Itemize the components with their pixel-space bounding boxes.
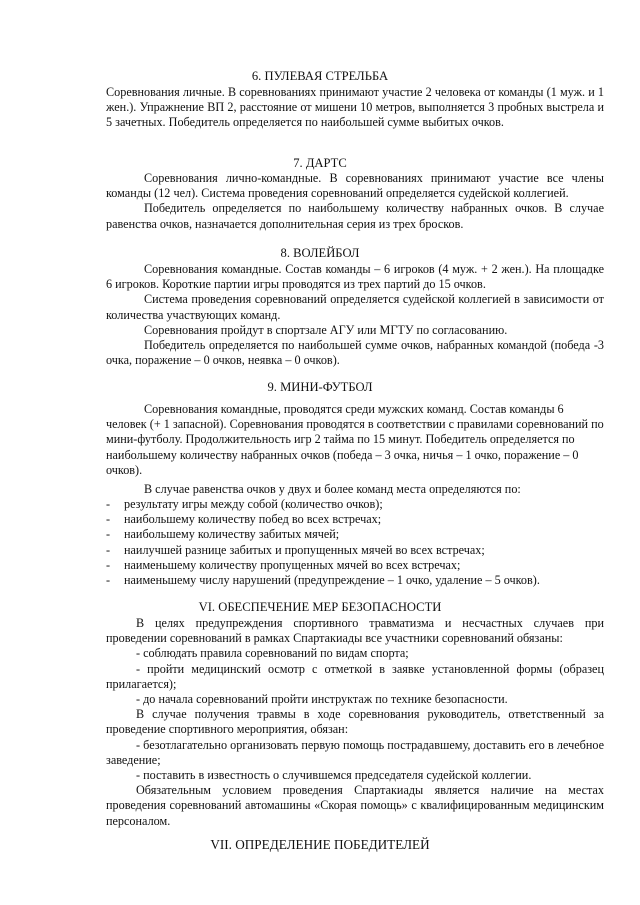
list-dash: - — [106, 497, 111, 511]
section-7-body — [106, 171, 604, 232]
section-vi-body — [106, 616, 604, 829]
section-vii-title: VII. ОПРЕДЕЛЕНИЕ ПОБЕДИТЕЛЕЙ — [210, 837, 430, 852]
section-6-title: 6. ПУЛЕВАЯ СТРЕЛЬБА — [251, 69, 389, 83]
list-item-text: наибольшему количеству забитых мячей; — [124, 527, 340, 542]
list-item-text: наименьшему числу нарушений (предупреждение – 1 очко, удаление – 5 очков). — [124, 573, 540, 588]
section-7-paragraph-1: Соревнования лично-командные. В соревнованиях принимают участие все члены команды (12 чел). Система проведения соревнований определяется судейской коллегией. — [106, 171, 604, 201]
section-vi-title: VI. ОБЕСПЕЧЕНИЕ МЕР БЕЗОПАСНОСТИ — [198, 600, 442, 614]
section-9-criteria-list — [106, 497, 604, 588]
section-8-paragraph-4: Победитель определяется по наибольшей сумме очков, набранных командой (победа -3 очка, поражение – 0 очков, неявка – 0 очков). — [106, 338, 604, 368]
section-vi-paragraph-3: - пройти медицинский осмотр с отметкой в заявке установленной формы (образец прилагается); — [106, 661, 604, 691]
list-dash: - — [106, 512, 111, 527]
list-dash: - — [106, 557, 111, 572]
section-9-criteria-intro-block — [106, 482, 604, 497]
section-8-paragraph-1: Соревнования командные. Состав команды – 6 игроков (4 муж. + 2 жен.). На площадке 6 игроков. Короткие партии игры проводятся из трех партий до 15 очков. — [106, 262, 604, 292]
section-9-paragraph-1: Соревнования командные, проводятся среди мужских команд. Состав команды 6 человек (+ 1 запасной). Соревнования проводятся в соответствии с правилами соревнований по мини-футболу. Продолжительность игр 2 тайма по 15 минут. Победитель определяется по наибольшему количеству набранных очков (победа – 3 очка, ничья – 1 очко, поражение – 0 очков). — [106, 402, 604, 477]
section-vi-paragraph-5: В случае получения травмы в ходе соревнования руководитель, ответственный за проведение спортивного мероприятия, обязан: — [106, 707, 604, 737]
section-9-title: 9. МИНИ-ФУТБОЛ — [267, 380, 373, 394]
section-6-paragraph: Соревнования личные. В соревнованиях принимают участие 2 человека от команды (1 муж. и 1 жен.). Упражнение ВП 2, расстояние от мишени 10 метров, выполняется 3 пробных выстрела и 5 зачетных. Победитель определяется по наибольшей сумме выбитых очков. — [106, 85, 604, 130]
section-vi-paragraph-4: - до начала соревнований пройти инструктаж по технике безопасности. — [136, 692, 508, 707]
list-item-text: наименьшему количеству пропущенных мячей во всех встречах; — [124, 557, 461, 572]
list-item-text: наибольшему количеству побед во всех встречах; — [124, 512, 382, 527]
list-item — [106, 558, 604, 573]
section-9-body — [106, 402, 604, 478]
section-8-title: 8. ВОЛЕЙБОЛ — [280, 246, 360, 260]
list-item-text: наилучшей разнице забитых и пропущенных мячей во всех встречах; — [124, 542, 485, 557]
section-8-paragraph-3: Соревнования пройдут в спортзале АГУ или МГТУ по согласованию. — [144, 322, 508, 337]
list-dash: - — [106, 527, 111, 542]
list-item — [106, 497, 604, 512]
section-8-body — [106, 262, 604, 368]
section-8-paragraph-2: Система проведения соревнований определяется судейской коллегией в зависимости от количества участвующих команд. — [106, 292, 604, 322]
list-item — [106, 512, 604, 527]
list-dash: - — [106, 573, 111, 588]
section-9-paragraph-2: В случае равенства очков у двух и более команд места определяются по: — [144, 482, 521, 496]
section-vi-paragraph-8: Обязательным условием проведения Спартакиады является наличие на местах проведения соревнований автомашины «Скорая помощь» с квалифицированным медицинским персоналом. — [106, 783, 604, 828]
section-6-body — [106, 85, 604, 131]
section-vi-paragraph-2: - соблюдать правила соревнований по видам спорта; — [136, 646, 409, 661]
section-7-title: 7. ДАРТС — [293, 156, 347, 170]
list-item — [106, 527, 604, 542]
list-item — [106, 543, 604, 558]
section-vi-paragraph-7: - поставить в известность о случившемся председателя судейской коллегии. — [136, 768, 532, 783]
list-item-text: результату игры между собой (количество очков); — [124, 497, 383, 511]
list-dash: - — [106, 542, 111, 557]
section-7-paragraph-2: Победитель определяется по наибольшему количеству набранных очков. В случае равенства очков, назначается дополнительная серия из трех бросков. — [106, 201, 604, 231]
section-vi-paragraph-6: - безотлагательно организовать первую помощь пострадавшему, доставить его в лечебное заведение; — [106, 737, 604, 767]
list-item — [106, 573, 604, 588]
section-vi-paragraph-1: В целях предупреждения спортивного травматизма и несчастных случаев при проведении соревнований в рамках Спартакиады все участники соревнований обязаны: — [106, 616, 604, 646]
